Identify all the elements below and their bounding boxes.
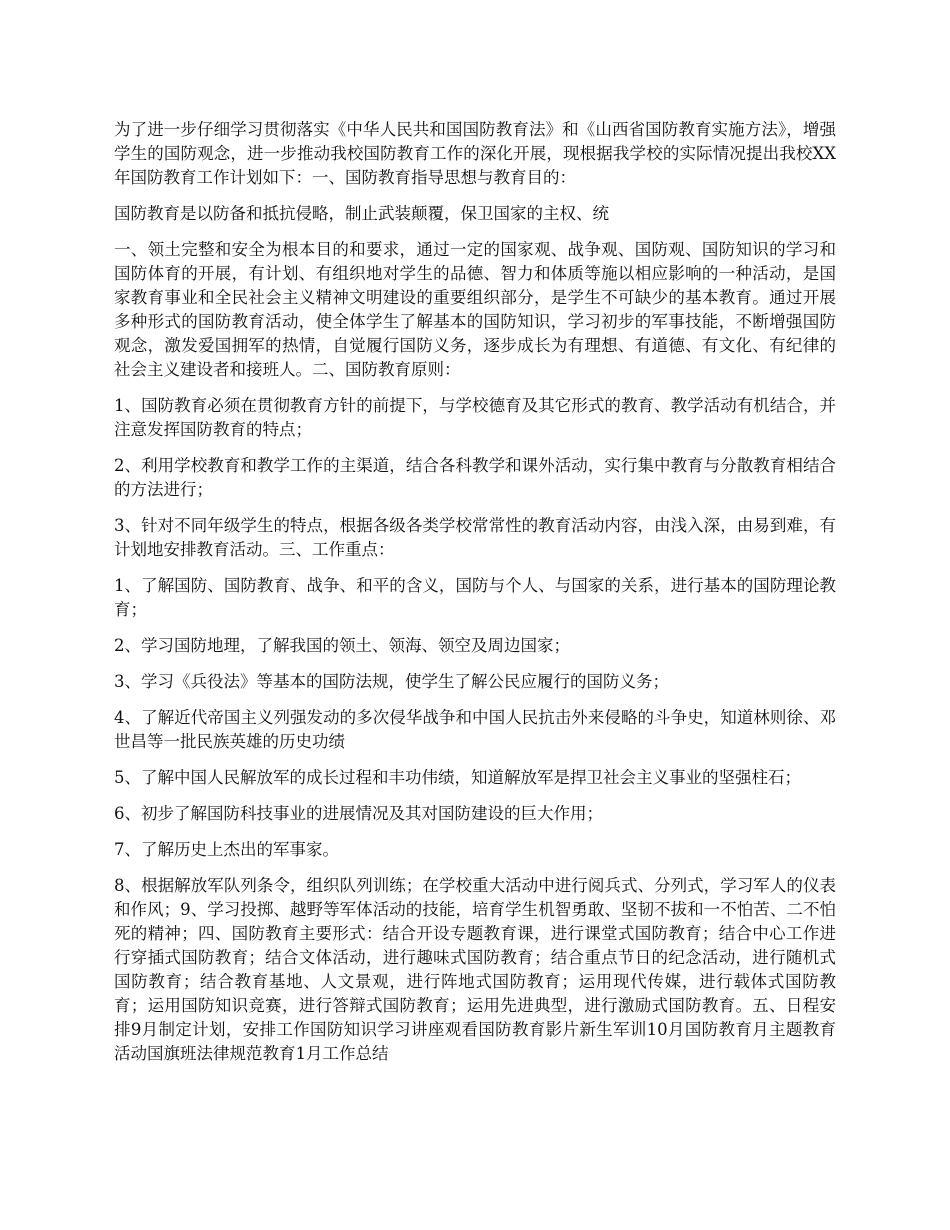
intro-paragraph: 为了进一步仔细学习贯彻落实《中华人民共和国国防教育法》和《山西省国防教育实施方法》，增强学生的国防观念，进一步推动我校国防教育工作的深化开展，现根据我学校的实际情况提出我校XX年国防教育工作计划如下：一、国防教育指导思想与教育目的： (114, 120, 836, 187)
focus-item-7: 7、了解历史上杰出的军事家。 (114, 840, 339, 859)
focus-item-8-and-schedule: 8、根据解放军队列条令，组织队列训练；在学校重大活动中进行阅兵式、分列式，学习军人的仪表和作风；9、学习投掷、越野等军体活动的技能，培育学生机智勇敢、坚韧不拔和一不怕苦、二不怕死的精神；四、国防教育主要形式：结合开设专题教育课，进行课堂式国防教育；结合中心工作进行穿插式国防教育；结合文体活动，进行趣味式国防教育；结合重点节日的纪念活动，进行随机式国防教育；结合教育基地、人文景观，进行阵地式国防教育；运用现代传媒，进行载体式国防教育；运用国防知识竞赛，进行答辩式国防教育；运用先进典型，进行激励式国防教育。五、日程安排9月制定计划，安排工作国防知识学习讲座观看国防教育影片新生军训10月国防教育月主题教育活动国旗班法律规范教育1月工作总结 (114, 876, 836, 1063)
principle-item-1: 1、国防教育必须在贯彻教育方针的前提下，与学校德育及其它形式的教育、教学活动有机结合，并注意发挥国防教育的特点； (114, 396, 836, 439)
guiding-thought-paragraph: 一、领土完整和安全为根本目的和要求，通过一定的国家观、战争观、国防观、国防知识的学习和国防体育的开展，有计划、有组织地对学生的品德、智力和体质等施以相应影响的一种活动，是国家教育事业和全民社会主义精神文明建设的重要组织部分，是学生不可缺少的基本教育。通过开展多种形式的国防教育活动，使全体学生了解基本的国防知识，学习初步的军事技能，不断增强国防观念，激发爱国拥军的热情，自觉履行国防义务，逐步成长为有理想、有道德、有文化、有纪律的社会主义建设者和接班人。二、国防教育原则： (114, 240, 836, 379)
focus-item-5: 5、了解中国人民解放军的成长过程和丰功伟绩，知道解放军是捍卫社会主义事业的坚强柱石； (114, 768, 801, 787)
principle-item-2: 2、利用学校教育和教学工作的主渠道，结合各科教学和课外活动，实行集中教育与分散教育相结合的方法进行； (114, 456, 836, 499)
focus-item-4: 4、了解近代帝国主义列强发动的多次侵华战争和中国人民抗击外来侵略的斗争史，知道林则徐、邓世昌等一批民族英雄的历史功绩 (114, 708, 836, 751)
focus-item-2: 2、学习国防地理，了解我国的领土、领海、领空及周边国家； (114, 636, 570, 655)
focus-item-3: 3、学习《兵役法》等基本的国防法规，使学生了解公民应履行的国防义务； (114, 672, 669, 691)
focus-item-1: 1、了解国防、国防教育、战争、和平的含义，国防与个人、与国家的关系，进行基本的国防理论教育； (114, 576, 836, 619)
principle-item-3: 3、针对不同年级学生的特点，根据各级各类学校常常性的教育活动内容，由浅入深，由易到难，有计划地安排教育活动。三、工作重点： (114, 516, 836, 559)
focus-item-6: 6、初步了解国防科技事业的进展情况及其对国防建设的巨大作用； (114, 804, 603, 823)
document-body (114, 118, 836, 1078)
definition-paragraph: 国防教育是以防备和抵抗侵略，制止武装颠覆，保卫国家的主权、统 (114, 204, 609, 223)
